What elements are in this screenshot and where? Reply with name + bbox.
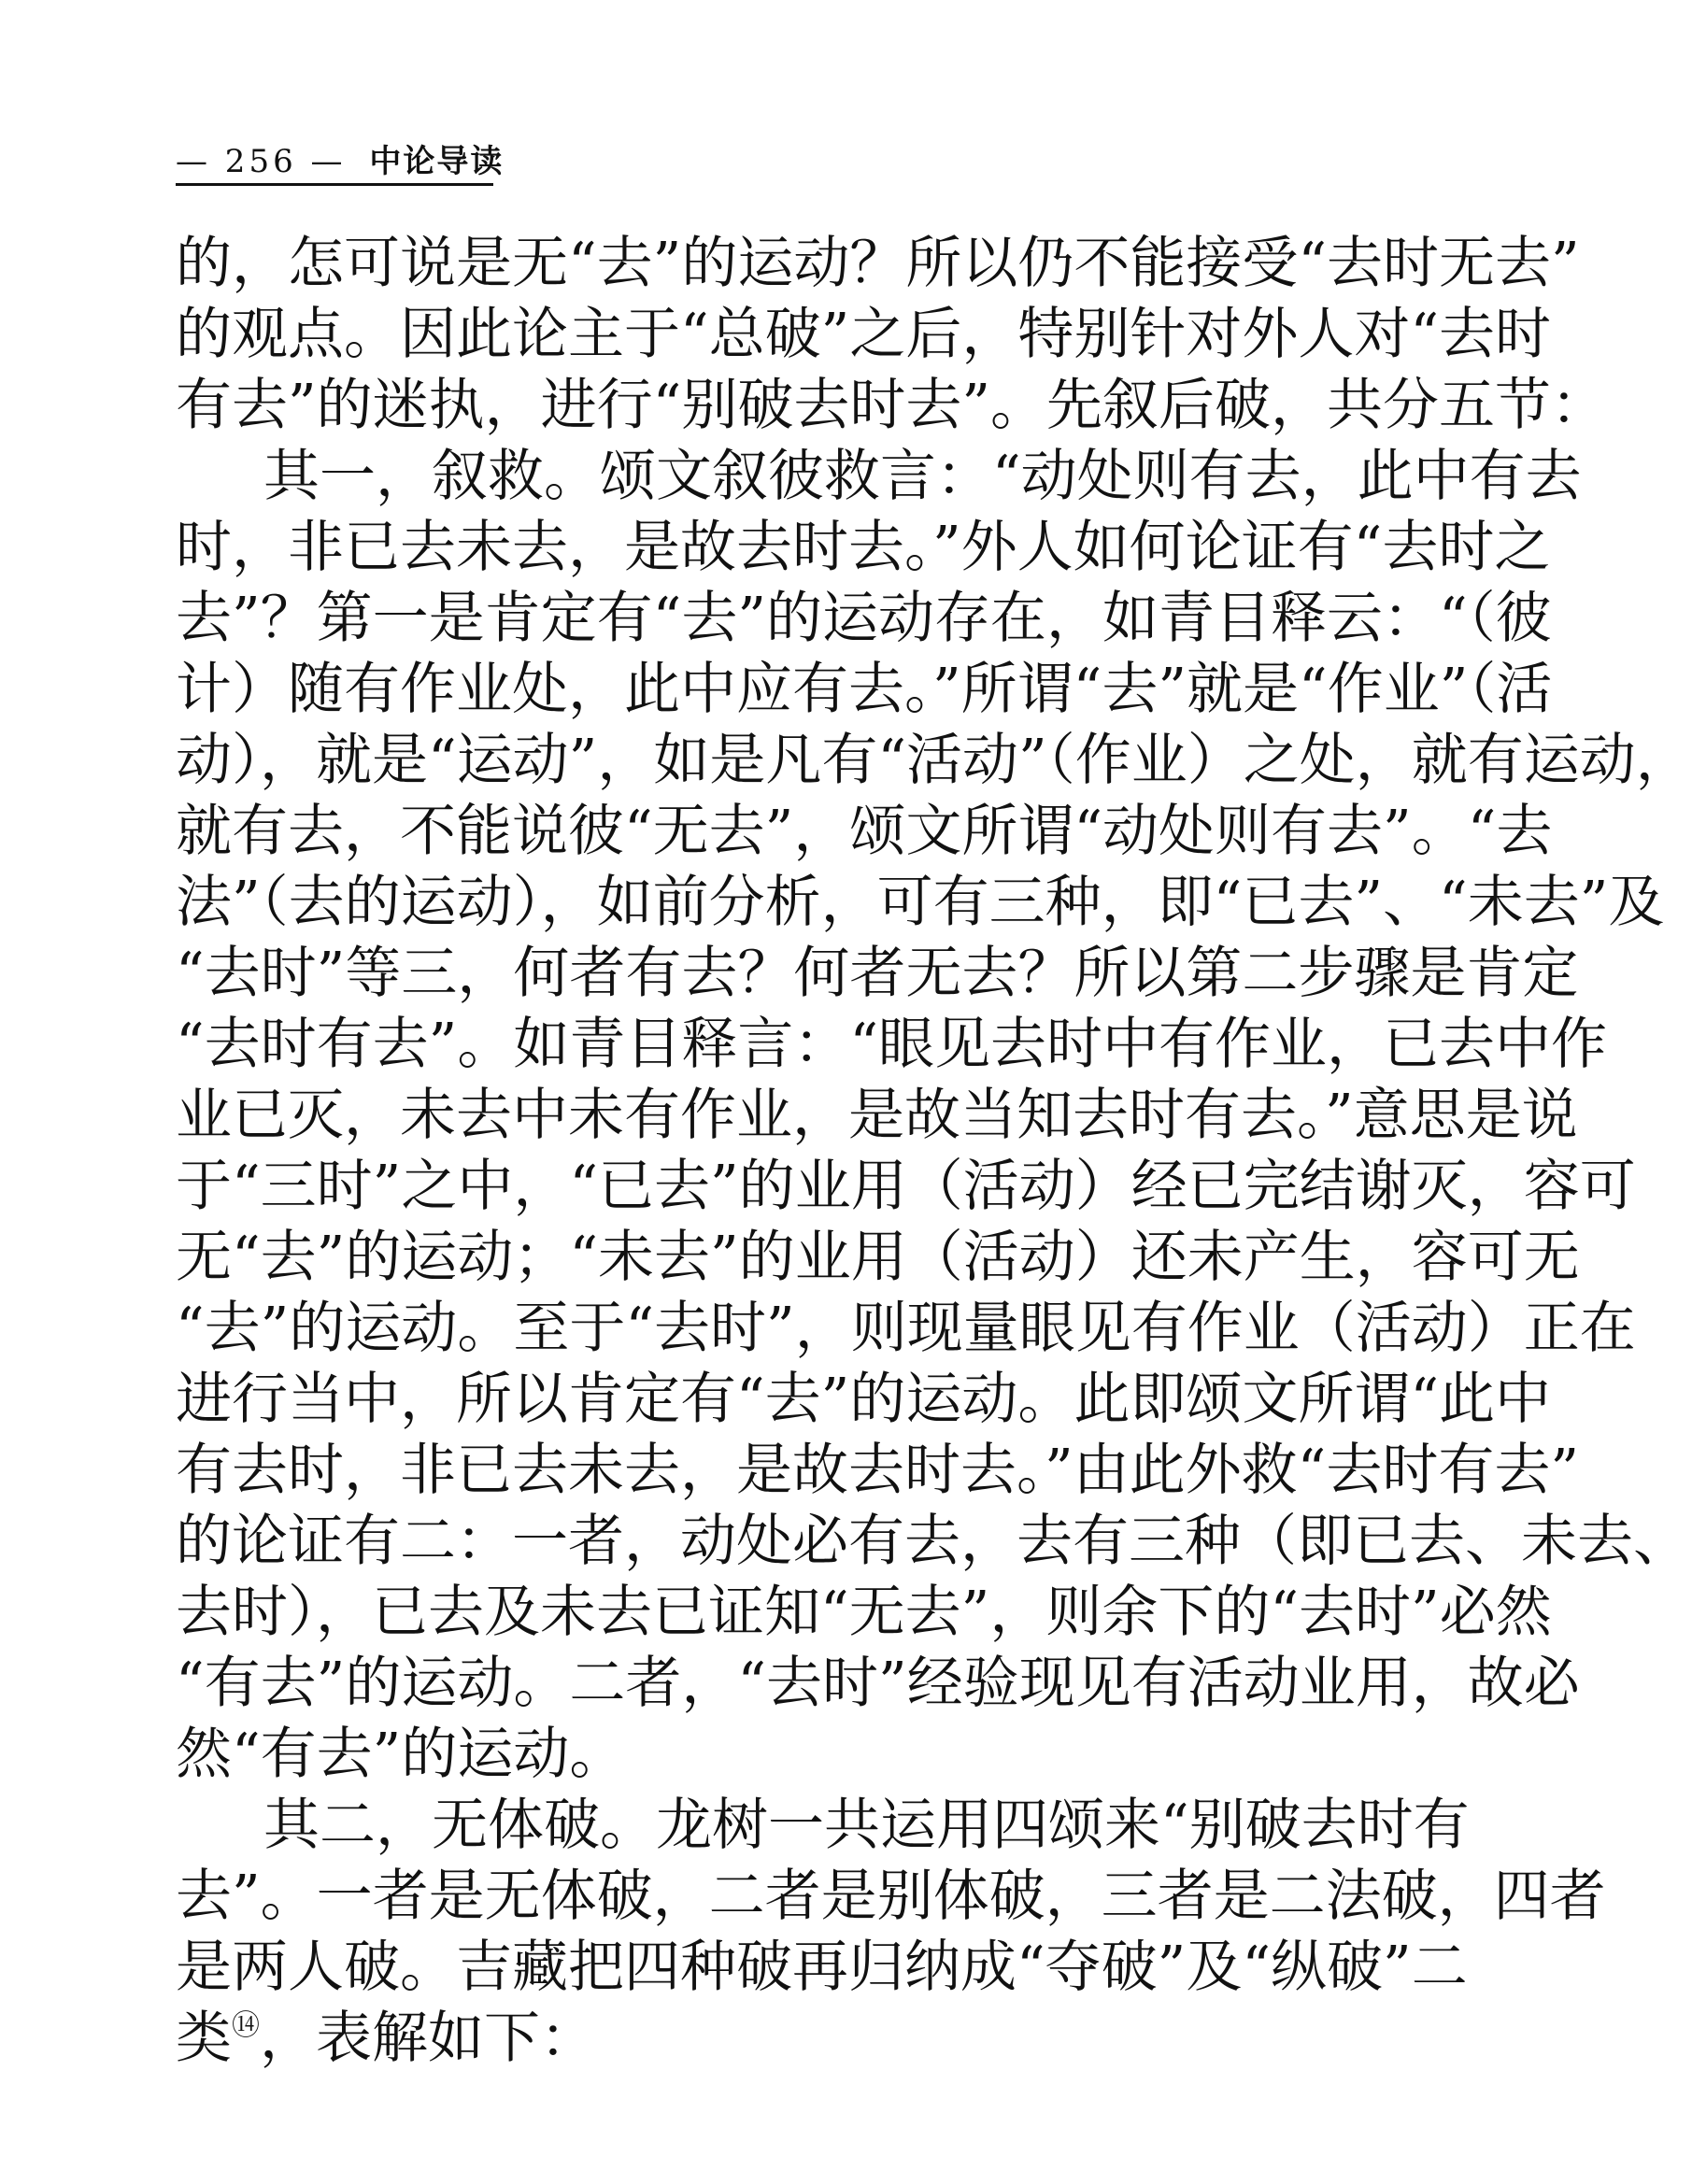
text-line: 无“去”的运动；“未去”的业用（活动）还未产生，容可无 bbox=[176, 1225, 1580, 1290]
text-line: 于“三时”之中，“已去”的业用（活动）经已完结谢灭，容可 bbox=[176, 1154, 1636, 1219]
text-line: 去”。一者是无体破，二者是别体破，三者是二法破，四者 bbox=[176, 1864, 1606, 1929]
body-text bbox=[176, 228, 1692, 2074]
text-line: 动），就是“运动”，如是凡有“活动”（作业）之处，就有运动， bbox=[176, 728, 1692, 793]
page-number: — 256 — bbox=[176, 143, 347, 180]
paragraph-start-line: 其二，无体破。龙树一共运用四颂来“别破去时有 bbox=[263, 1793, 1470, 1858]
text-segment: 类 bbox=[176, 2006, 232, 2071]
running-header bbox=[176, 140, 505, 186]
text-line: 计）随有作业处，此中应有去。”所谓“去”就是“作业”（活 bbox=[176, 657, 1553, 722]
text-line: 去”？第一是肯定有“去”的运动存在，如青目释云：“（彼 bbox=[176, 586, 1552, 651]
text-line: 进行当中，所以肯定有“去”的运动。此即颂文所谓“此中 bbox=[176, 1367, 1552, 1432]
text-line: 法”（去的运动），如前分析，可有三种，即“已去”、“未去”及 bbox=[176, 870, 1665, 935]
text-line: 有去时，非已去未去，是故去时去。”由此外救“去时有去” bbox=[176, 1438, 1580, 1503]
text-line: 有去”的迷执，进行“别破去时去”。先叙后破，共分五节： bbox=[176, 373, 1608, 438]
text-line: 业已灭，未去中未有作业，是故当知去时有去。”意思是说 bbox=[176, 1083, 1578, 1148]
text-line: 的，怎可说是无“去”的运动？所以仍不能接受“去时无去” bbox=[176, 231, 1580, 296]
text-line: “去时有去”。如青目释言：“眼见去时中有作业，已去中作 bbox=[176, 1012, 1608, 1077]
text-line: 的论证有二：一者，动处必有去，去有三种（即已去、未去、 bbox=[176, 1509, 1689, 1574]
text-line: 的观点。因此论主于“总破”之后，特别针对外人对“去时 bbox=[176, 302, 1552, 367]
text-line: 时，非已去未去，是故去时去。”外人如何论证有“去时之 bbox=[176, 515, 1551, 580]
paragraph-end-line bbox=[176, 2003, 1317, 2074]
paragraph-end-line: 然“有去”的运动。 bbox=[176, 1722, 626, 1787]
text-segment: ，表解如下： bbox=[260, 2006, 596, 2071]
paragraph-start-line: 其一，叙救。颂文叙彼救言：“动处则有去，此中有去 bbox=[263, 444, 1582, 509]
text-line: 去时），已去及未去已证知“无去”，则余下的“去时”必然 bbox=[176, 1580, 1552, 1645]
book-title: 中论导读 bbox=[369, 143, 505, 180]
text-line: 就有去，不能说彼“无去”，颂文所谓“动处则有去”。“去 bbox=[176, 799, 1553, 864]
footnote-reference[interactable]: ⑭ bbox=[232, 2009, 260, 2042]
text-line: “有去”的运动。二者，“去时”经验现见有活动业用，故必 bbox=[176, 1651, 1580, 1716]
text-line: 是两人破。吉藏把四种破再归纳成“夺破”及“纵破”二 bbox=[176, 1935, 1468, 2000]
text-line: “去时”等三，何者有去？何者无去？所以第二步骤是肯定 bbox=[176, 941, 1579, 1006]
text-line: “去”的运动。至于“去时”，则现量眼见有作业（活动）正在 bbox=[176, 1296, 1636, 1361]
